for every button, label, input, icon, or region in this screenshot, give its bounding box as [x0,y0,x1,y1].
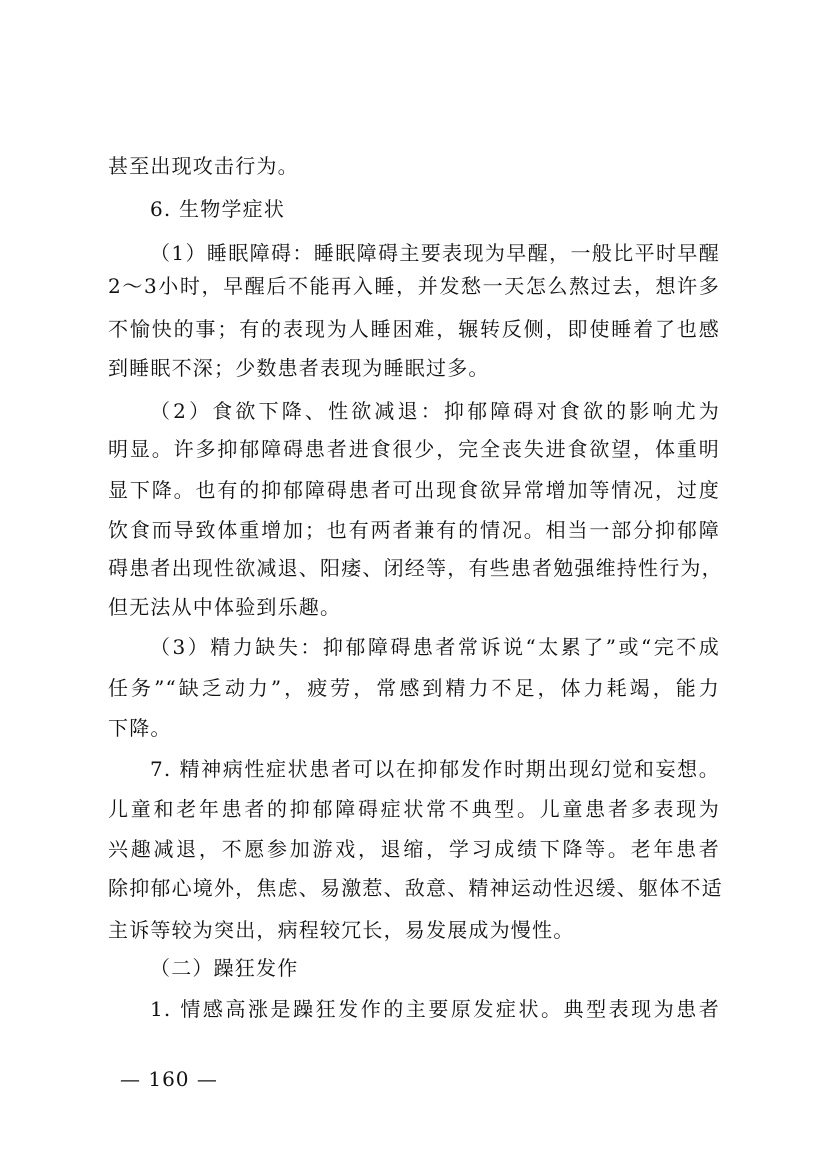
section-heading: 6. 生物学症状 [150,197,286,221]
text-line: 1. 情感高涨是躁狂发作的主要原发症状。典型表现为患者 [150,997,720,1021]
text-line: 任务”“缺乏动力”，疲劳，常感到精力不足，体力耗竭，能力 [108,676,720,700]
section-heading: 7. 精神病性症状患者可以在抑郁发作时期出现幻觉和妄想。 [150,757,720,781]
text-line: 儿童和老年患者的抑郁障碍症状常不典型。儿童患者多表现为 [108,797,720,821]
text-line: 主诉等较为突出，病程较冗长，易发展成为慢性。 [108,918,575,942]
text-line: 显下降。也有的抑郁障碍患者可出现食欲异常增加等情况，过度 [108,478,720,502]
text-line: （2）食欲下降、性欲减退：抑郁障碍对食欲的影响尤为 [150,399,720,423]
section-heading: （二）躁狂发作 [150,956,299,980]
text-line: 甚至出现攻击行为。 [108,154,299,178]
text-line: （3）精力缺失：抑郁障碍患者常诉说“太累了”或“完不成 [150,635,720,659]
text-line: 明显。许多抑郁障碍患者进食很少，完全丧失进食欲望，体重明 [108,437,720,461]
text-line: 2～3小时，早醒后不能再入睡，并发愁一天怎么熬过去，想许多 [108,274,720,298]
text-line: 碍患者出现性欲减退、阳痿、闭经等，有些患者勉强维持性行为， [108,556,723,580]
text-line: 兴趣减退，不愿参加游戏，退缩，学习成绩下降等。老年患者 [108,837,720,861]
text-line: 不愉快的事；有的表现为人睡困难，辗转反侧，即使睡着了也感 [108,317,720,341]
text-line: 到睡眠不深；少数患者表现为睡眠过多。 [108,356,490,380]
text-line: （1）睡眠障碍：睡眠障碍主要表现为早醒，一般比平时早醒 [150,241,720,265]
page-number: — 160 — [120,1067,218,1091]
text-line: 除抑郁心境外，焦虑、易激惹、敌意、精神运动性迟缓、躯体不适 [108,876,723,900]
text-line: 饮食而导致体重增加；也有两者兼有的情况。相当一部分抑郁障 [108,518,720,542]
text-line: 下降。 [108,716,172,740]
text-line: 但无法从中体验到乐趣。 [108,595,342,619]
